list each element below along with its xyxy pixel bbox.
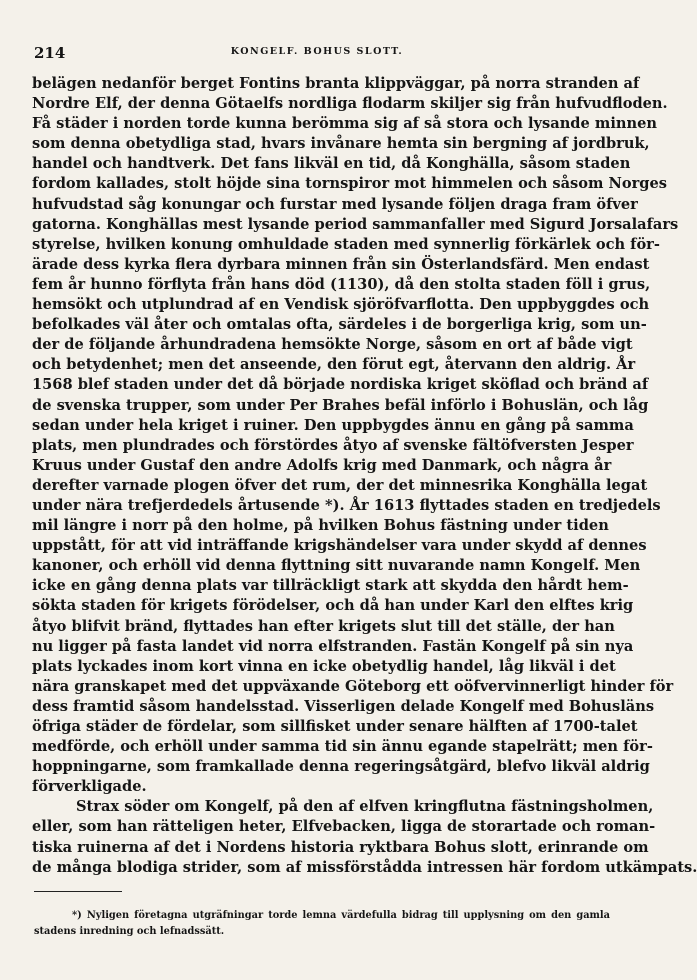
text-line: fordom kallades, stolt höjde sina tornspiror mot himmelen och såsom Norges [32,175,667,193]
text-line: 1568 blef staden under det då började nordiska kriget sköflad och bränd af [32,376,649,394]
text-line: der de följande århundradena hemsökte Norge, såsom en ort af både vigt [32,336,633,354]
text-line: sökta staden för krigets förödelser, och då han under Karl den elftes krig [32,597,634,615]
page-number: 214 [34,44,66,62]
text-line: handel och handtverk. Det fans likväl en tid, då Konghälla, såsom staden [32,155,631,173]
paragraph-start-line: Strax söder om Kongelf, på den af elfven kringflutna fästningsholmen, [76,798,654,816]
body-text [32,74,697,878]
text-line: nära granskapet med det uppväxande Göteborg ett oöfvervinnerligt hinder för [32,677,674,695]
text-line: plats, men plundrades och förstördes åtyo af svenske fältöfversten Jesper [32,436,634,454]
text-line: derefter varnade plogen öfver det rum, der det minnesrika Konghälla legat [32,476,648,494]
text-line: ärade dess kyrka flera dyrbara minnen från sin Österlandsfärd. Men endast [32,255,650,273]
text-line: Få städer i norden torde kunna berömma sig af så stora och lysande minnen [32,115,657,133]
text-line: icke en gång denna plats var tillräckligt stark att skydda den hårdt hem- [32,577,629,595]
text-line: tiska ruinerna af det i Nordens historia ryktbara Bohus slott, erinrande om [32,838,649,856]
text-line: sedan under hela kriget i ruiner. Den uppbygdes ännu en gång på samma [32,416,634,434]
text-line: hemsökt och utplundrad af en Vendisk sjöröfvarflotta. Den uppbyggdes och [32,296,650,314]
footnote-line: stadens inredning och lefnadssätt. [34,926,225,937]
running-head: KONGELF. BOHUS SLOTT. [230,46,404,57]
text-line: mil längre i norr på den holme, på hvilken Bohus fästning under tiden [32,517,609,535]
text-line: nu ligger på fasta landet vid norra elfstranden. Fastän Kongelf på sin nya [32,637,634,655]
text-line: och betydenhet; men det anseende, den förut egt, återvann den aldrig. År [32,356,636,374]
text-line: medförde, och erhöll under samma tid sin ännu egande stapelrätt; men för- [32,738,653,756]
text-line: belägen nedanför berget Fontins branta klippväggar, på norra stranden af [32,75,640,92]
text-line: gatorna. Konghällas mest lysande period sammanfaller med Sigurd Jorsalafars [32,215,679,233]
text-line: förverkligade. [32,778,147,796]
text-line: uppstått, för att vid inträffande krigshändelser vara under skydd af dennes [32,537,647,555]
text-line: Nordre Elf, der denna Götaelfs nordliga flodarm skiljer sig från hufvudfloden. [32,95,668,113]
text-line: Kruus under Gustaf den andre Adolfs krig med Danmark, och några år [32,456,612,474]
text-line: styrelse, hvilken konung omhuldade staden med synnerlig förkärlek och för- [32,235,660,253]
footnote-rule [34,891,122,892]
text-line: under nära trefjerdedels årtusende *). År 1613 flyttades staden en tredjedels [32,496,661,514]
text-line: öfriga städer de fördelar, som sillfisket under senare hälften af 1700-talet [32,718,638,735]
text-line: befolkades väl åter och omtalas ofta, särdeles i de borgerliga krig, som un- [32,316,647,334]
page-header [34,44,600,62]
text-line: de svenska trupper, som under Per Brahes befäl införlo i Bohuslän, och låg [32,396,649,414]
footnote-line: *) Nyligen företagna utgräfningar torde lemna värdefulla bidrag till upplysning om den gamla [72,910,610,921]
text-line: som denna obetydliga stad, hvars invånare hemta sin bergning af jordbruk, [32,135,650,153]
text-line: de många blodiga strider, som af missförstådda intressen här fordom utkämpats. [32,858,697,876]
text-line: hoppningarne, som framkallade denna regeringsåtgärd, blefvo likväl aldrig [32,758,650,776]
text-line: fem år hunno förflyta från hans död (1130), då den stolta staden föll i grus, [32,275,651,293]
text-line: kanoner, och erhöll vid denna flyttning sitt nuvarande namn Kongelf. Men [32,557,641,575]
text-line: eller, som han rätteligen heter, Elfvebacken, ligga de storartade och roman- [32,818,656,836]
text-line: dess framtid såsom handelsstad. Visserligen delade Kongelf med Bohusläns [32,697,655,715]
footnote [34,908,610,940]
text-line: åtyo blifvit bränd, flyttades han efter krigets slut till det ställe, der han [32,617,615,635]
text-line: plats lyckades inom kort vinna en icke obetydlig handel, låg likväl i det [32,657,616,675]
text-line: hufvudstad såg konungar och furstar med lysande följen draga fram öfver [32,195,638,213]
